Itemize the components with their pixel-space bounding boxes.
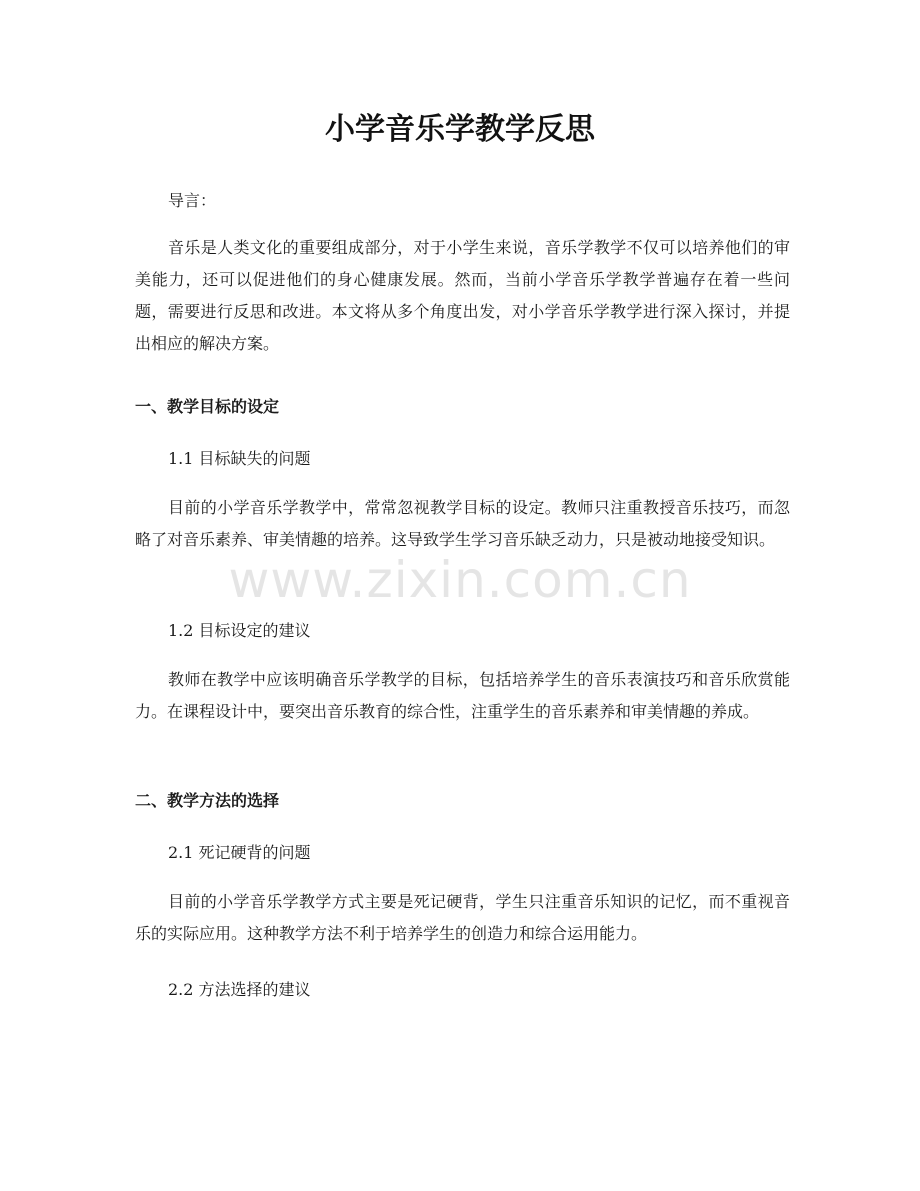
subsection-title-2-1: 2.1 死记硬背的问题 <box>168 843 311 862</box>
watermark-text: www.zixin.com.cn <box>228 551 692 609</box>
subsection-paragraph-1-1: 目前的小学音乐学教学中，常常忽视教学目标的设定。教师只注重教授音乐技巧，而忽略了对音乐素养、审美情趣的培养。这导致学生学习音乐缺乏动力，只是被动地接受知识。 <box>135 498 790 549</box>
intro-paragraph: 音乐是人类文化的重要组成部分，对于小学生来说，音乐学教学不仅可以培养他们的审美能力，还可以促进他们的身心健康发展。然而，当前小学音乐学教学普遍存在着一些问题，需要进行反思和改进。本文将从多个角度出发，对小学音乐学教学进行深入探讨，并提出相应的解决方案。 <box>135 238 790 353</box>
subsection-title-1-2: 1.2 目标设定的建议 <box>168 621 311 640</box>
document-title: 小学音乐学教学反思 <box>325 112 595 147</box>
subsection-title-1-1: 1.1 目标缺失的问题 <box>168 449 311 468</box>
subsection-paragraph-2-1: 目前的小学音乐学教学方式主要是死记硬背，学生只注重音乐知识的记忆，而不重视音乐的实际应用。这种教学方法不利于培养学生的创造力和综合运用能力。 <box>135 892 790 943</box>
section-heading-2: 二、教学方法的选择 <box>135 791 280 810</box>
subsection-paragraph-1-2: 教师在教学中应该明确音乐学教学的目标，包括培养学生的音乐表演技巧和音乐欣赏能力。在课程设计中，要突出音乐教育的综合性，注重学生的音乐素养和审美情趣的养成。 <box>135 670 790 721</box>
subsection-title-2-2: 2.2 方法选择的建议 <box>168 980 311 999</box>
section-heading-1: 一、教学目标的设定 <box>135 397 280 416</box>
intro-label: 导言： <box>168 191 217 210</box>
